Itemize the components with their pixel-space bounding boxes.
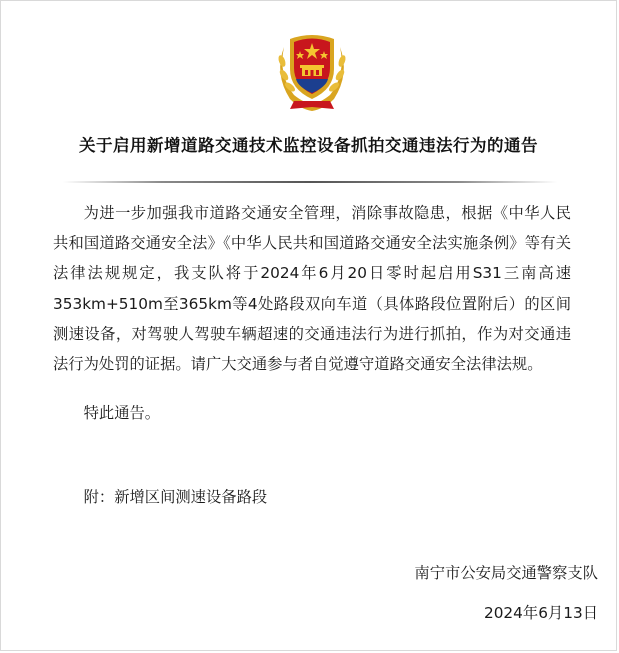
- attachment-note: 附：新增区间测速设备路段: [83, 488, 268, 506]
- police-emblem-icon: [272, 29, 352, 115]
- notice-closing: 特此通告。: [83, 404, 161, 422]
- issuer-name: 南宁市公安局交通警察支队: [414, 564, 598, 582]
- notice-title: 关于启用新增道路交通技术监控设备抓拍交通违法行为的通告: [79, 136, 538, 155]
- notice-body-paragraph: 为进一步加强我市道路交通安全管理，消除事故隐患，根据《中华人民共和国道路交通安全法》《中华人民共和国道路交通安全法实施条例》等有关法律法规规定，我支队将于2024年6月20日零时起启用S31三南高速353km+510m至365km等4处路段双向车道（具体路段位置附后）的区间测速设备，对驾驶人驾驶车辆超速的交通违法行为进行抓拍，作为对交通违法行为处罚的证据。请广大交通参与者自觉遵守道路交通安全法律法规。: [53, 204, 571, 374]
- issue-date: 2024年6月13日: [483, 604, 598, 622]
- title-divider: [63, 181, 557, 183]
